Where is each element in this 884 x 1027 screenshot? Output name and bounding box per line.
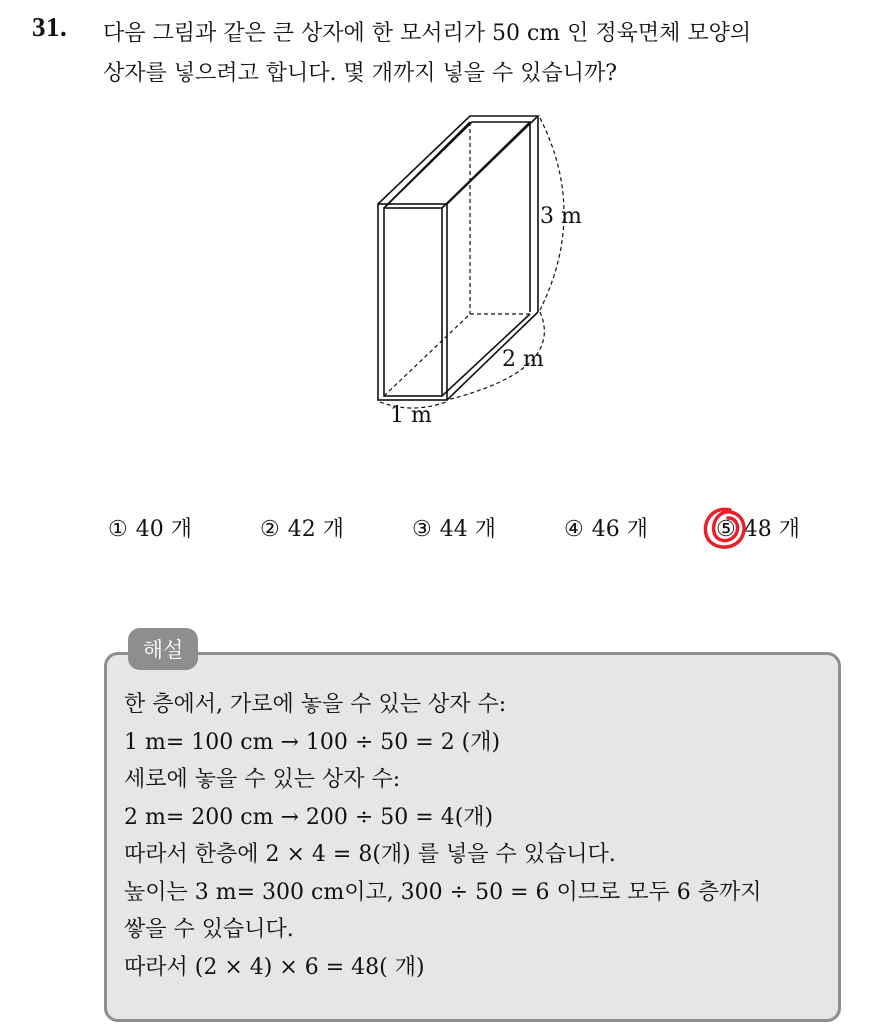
solution-line: 따라서 (2 × 4) × 6 = 48( 개) — [124, 954, 425, 980]
choice-mark: ① — [108, 517, 128, 542]
choice-text: 46 개 — [591, 517, 648, 542]
solution-tab: 해설 — [128, 628, 198, 670]
choice-mark: ② — [260, 517, 280, 542]
choice-text: 48 개 — [743, 517, 800, 542]
front-face-inner — [384, 208, 442, 396]
choice-mark: ④ — [564, 517, 584, 542]
solution-line: 1 m= 100 cm → 100 ÷ 50 = 2 (개) — [124, 729, 501, 755]
front-face-outer — [378, 204, 447, 400]
solution-line: 세로에 놓을 수 있는 상자 수: — [124, 767, 401, 792]
choice-mark: ③ — [412, 517, 432, 542]
question-text — [103, 14, 873, 94]
question-line: 다음 그림과 같은 큰 상자에 한 모서리가 50 cm 인 정육면체 모양의 — [103, 21, 752, 46]
choice-3[interactable] — [412, 512, 496, 543]
choice-1[interactable] — [108, 512, 192, 543]
box-figure — [360, 108, 600, 438]
solution-line: 2 m= 200 cm → 200 ÷ 50 = 4(개) — [124, 804, 494, 830]
height-label: 3 m — [540, 204, 582, 229]
width-label: 1 m — [390, 403, 432, 428]
choice-text: 42 개 — [287, 517, 344, 542]
question-line: 상자를 넣으려고 합니다. 몇 개까지 넣을 수 있습니까? — [103, 61, 618, 86]
solution-text — [124, 686, 834, 986]
solution-line: 따라서 한층에 2 × 4 = 8(개) 를 넣을 수 있습니다. — [124, 842, 616, 867]
choice-2[interactable] — [260, 512, 344, 543]
hidden-bottom-diagonal — [384, 314, 470, 396]
solution-line: 높이는 3 m= 300 cm이고, 300 ÷ 50 = 6 이므로 모두 6 층까지 — [124, 879, 762, 905]
choice-mark: ⑤ — [716, 517, 736, 542]
choice-text: 44 개 — [439, 517, 496, 542]
choice-4[interactable] — [564, 512, 648, 543]
choice-text: 40 개 — [135, 517, 192, 542]
depth-label: 2 m — [502, 347, 544, 372]
answer-choices — [108, 512, 868, 552]
question-number: 31. — [32, 12, 68, 42]
choice-5[interactable] — [716, 512, 800, 543]
solution-line: 쌓을 수 있습니다. — [124, 917, 294, 942]
solution-line: 한 층에서, 가로에 놓을 수 있는 상자 수: — [124, 692, 507, 717]
